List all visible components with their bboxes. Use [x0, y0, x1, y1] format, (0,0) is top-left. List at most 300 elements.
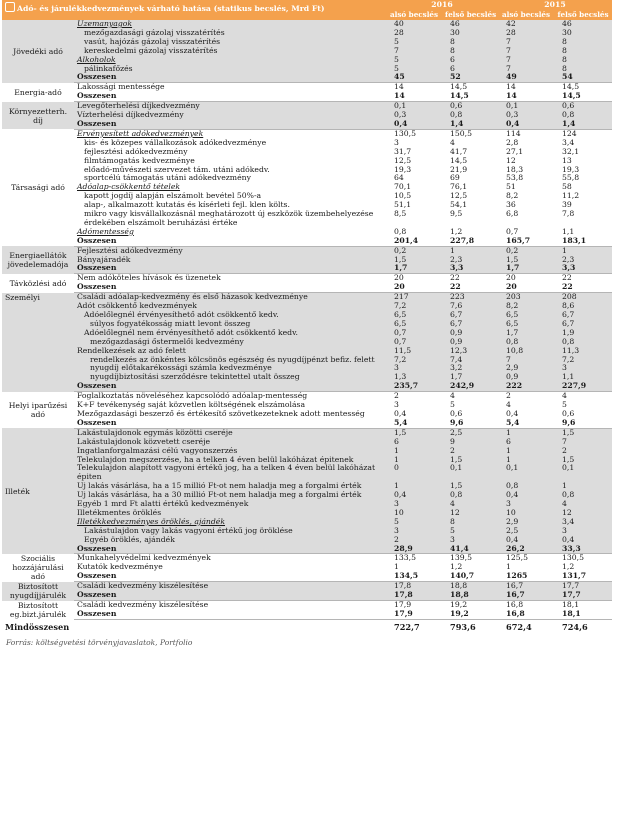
item-label: rendelkezés az önkéntes kölcsönös egészség és nyugdíjpénzt befiz. felett: [74, 356, 386, 365]
total-row: [2, 572, 612, 581]
value-cell: 7: [498, 65, 554, 74]
value-cell: 21,9: [450, 165, 468, 174]
value-cell: 139,5: [450, 553, 473, 563]
value-cell: 0,8: [498, 338, 554, 347]
item-label: mikro vagy kisvállalkozásnál meghatározott új eszközök üzembehelyezése érdekében elszámolt beruházási értéke: [84, 210, 374, 227]
item-label: Foglalkoztatás növeléséhez kapcsolódó adóalap-mentesség: [77, 391, 308, 401]
value-cell: 0,7: [506, 227, 519, 236]
item-label: Lakástulajdonok közvetett cseréje: [74, 438, 386, 447]
value-cell: 0,3: [386, 111, 442, 120]
value-cell: 0,8: [498, 482, 554, 491]
value-cell: 0,6: [442, 102, 498, 111]
item-label: K+F tevékenység saját közvetlen költségének elszámolása: [77, 401, 306, 410]
category-label: Energia-adó: [14, 87, 62, 97]
value-cell: 7: [498, 356, 554, 365]
value-cell: 1,9: [554, 329, 612, 338]
value-cell: 5: [450, 401, 455, 410]
value-cell: 5: [386, 65, 442, 74]
item-label: Munkahelyvédelmi kedvezmények: [77, 553, 211, 563]
item-label: Illetékmentes öröklés: [74, 509, 386, 518]
value-cell: 26,2: [498, 545, 554, 554]
category-label: Jövedéki adó: [2, 20, 74, 83]
value-cell: 1: [498, 447, 554, 456]
total-row: [2, 120, 612, 129]
item-label: Összesen: [74, 382, 386, 391]
item-label: Egyéb öröklés, ajándék: [74, 536, 386, 545]
value-cell: 16,8: [506, 600, 524, 609]
value-cell: 1,7: [442, 373, 498, 382]
table-row: [2, 102, 612, 111]
value-cell: 0,4: [498, 536, 554, 545]
table-row: [2, 139, 612, 148]
item-label: filmtámogatás kedvezménye: [84, 156, 195, 165]
table-icon: [5, 2, 15, 12]
table-row: [2, 192, 612, 201]
value-cell: 17,8: [386, 582, 442, 591]
value-cell: 9,5: [450, 210, 463, 219]
value-cell: 69: [450, 174, 460, 183]
item-label: Kutatók kedvezménye: [77, 563, 163, 572]
value-cell: 1,5: [554, 428, 612, 437]
item-label: vasút, hajózás gázolaj visszatérítés: [74, 38, 386, 47]
value-cell: 0,8: [554, 491, 612, 500]
value-cell: 4: [562, 391, 567, 401]
table-row: [2, 338, 612, 347]
value-cell: 8,2: [506, 192, 519, 201]
value-cell: 130,5: [562, 553, 585, 563]
table-row: [2, 274, 612, 283]
value-cell: 1,7: [386, 264, 442, 273]
item-label: Összesen: [74, 419, 386, 428]
grand-total-value: 724,6: [562, 621, 588, 632]
value-cell: 7: [386, 47, 442, 56]
item-label: Üzemanyagok: [74, 20, 386, 29]
value-cell: 9,6: [442, 419, 498, 428]
item-label: Összesen: [74, 572, 386, 581]
value-cell: 14: [386, 92, 442, 101]
table-row: [2, 509, 612, 518]
value-cell: 0: [386, 464, 442, 482]
table-row: [2, 464, 612, 482]
value-cell: 19,3: [394, 165, 412, 174]
table-row: [2, 563, 612, 572]
value-cell: 2,9: [498, 364, 554, 373]
item-label: Illetékkedvezményes öröklés, ajándék: [74, 518, 386, 527]
value-cell: 10: [386, 509, 442, 518]
total-row: [2, 610, 612, 619]
value-cell: 19,2: [450, 600, 468, 609]
value-cell: 7,4: [442, 356, 498, 365]
value-cell: 4: [450, 138, 455, 147]
value-cell: 0,7: [386, 338, 442, 347]
value-cell: 17,7: [554, 582, 612, 591]
table-row: [2, 210, 612, 228]
grand-total-value: 793,6: [450, 621, 476, 632]
value-cell: 3: [386, 500, 442, 509]
table-row: [2, 183, 612, 192]
value-cell: 22: [442, 283, 498, 292]
item-label: kis- és közepes vállalkozások adókedvezménye: [84, 138, 267, 147]
total-row: [2, 283, 612, 292]
value-cell: 140,7: [442, 572, 498, 581]
value-cell: 6,7: [442, 311, 498, 320]
item-label: Egyéb 1 mrd Ft alatti értékű kedvezmények: [74, 500, 386, 509]
value-cell: 0,2: [386, 246, 442, 255]
value-cell: 3: [554, 527, 612, 536]
item-label: Rendelkezések az adó felett: [74, 347, 386, 356]
value-cell: 6,7: [554, 320, 612, 329]
table-row: [2, 56, 612, 65]
table-row: [2, 201, 612, 210]
value-cell: 0,4: [506, 409, 519, 418]
value-cell: 7: [498, 47, 554, 56]
item-label: Összesen: [74, 591, 386, 600]
category-label: Szociális hozzájárulási adó: [12, 554, 64, 582]
value-cell: 14,5: [450, 82, 468, 92]
header-row-years: [2, 0, 612, 10]
table-row: [2, 518, 612, 527]
value-cell: 2: [394, 391, 399, 401]
value-cell: 1,5: [442, 456, 498, 465]
value-cell: 1,1: [554, 373, 612, 382]
value-cell: 1,2: [562, 563, 575, 572]
item-label: Érvényesített adókedvezmények: [77, 129, 204, 138]
table-row: [2, 228, 612, 237]
value-cell: 222: [498, 382, 554, 391]
value-cell: 0,1: [498, 464, 554, 482]
value-cell: 208: [554, 293, 612, 302]
item-label: alap-, alkalmazott kutatás és kísérleti fejl. klen költs.: [84, 201, 290, 210]
item-label: mezőgazdasági gázolaj visszatérítés: [74, 29, 386, 38]
value-cell: 45: [386, 73, 442, 82]
total-row: [2, 591, 612, 600]
item-label: Összesen: [74, 73, 386, 82]
value-cell: 41,7: [450, 147, 468, 156]
value-cell: 3: [394, 138, 399, 147]
table-row: [2, 111, 612, 120]
table-row: [2, 320, 612, 329]
value-cell: 0,8: [442, 491, 498, 500]
item-label: pálinkafőzés: [74, 65, 386, 74]
value-cell: 14,5: [562, 82, 580, 92]
value-cell: 28: [498, 29, 554, 38]
table-row: [2, 438, 612, 447]
item-label: fejlesztési adókedvezmény: [84, 147, 188, 156]
value-cell: 203: [498, 293, 554, 302]
value-cell: 150,5: [450, 129, 473, 138]
value-cell: 53,8: [506, 174, 524, 183]
value-cell: 0,6: [450, 409, 463, 418]
value-cell: 20: [394, 273, 404, 283]
value-cell: 1,3: [386, 373, 442, 382]
table-row: [2, 364, 612, 373]
value-cell: 0,3: [498, 111, 554, 120]
value-cell: 6,5: [498, 311, 554, 320]
value-cell: 13: [562, 156, 572, 165]
value-cell: 7,6: [442, 302, 498, 311]
value-cell: 17,9: [394, 600, 412, 609]
value-cell: 3,2: [442, 364, 498, 373]
value-cell: 2,3: [442, 256, 498, 265]
item-label: kereskedelmi gázolaj visszatérítés: [74, 47, 386, 56]
value-cell: 0,9: [498, 373, 554, 382]
value-cell: 0,4: [386, 491, 442, 500]
value-cell: 133,5: [394, 553, 417, 563]
value-cell: 42: [498, 20, 554, 29]
value-cell: 0,8: [554, 338, 612, 347]
total-row: [2, 73, 612, 82]
value-cell: 6: [386, 438, 442, 447]
total-row: [2, 419, 612, 428]
header-upper-2015: felső becslés: [554, 10, 612, 20]
value-cell: 227,8: [442, 237, 498, 246]
value-cell: 6,8: [506, 210, 519, 219]
value-cell: 1,5: [386, 256, 442, 265]
value-cell: 8,5: [394, 210, 407, 219]
value-cell: 14,5: [442, 92, 498, 101]
value-cell: 7: [498, 38, 554, 47]
value-cell: 52: [442, 73, 498, 82]
value-cell: 11,5: [386, 347, 442, 356]
table-row: [2, 447, 612, 456]
item-label: Összesen: [74, 264, 386, 273]
table-row: [2, 293, 612, 302]
value-cell: 10,5: [394, 192, 412, 201]
value-cell: 8: [442, 518, 498, 527]
item-label: Mezőgazdasági beszerző és értékesítő szövetkezeteknek adott mentesség: [77, 409, 365, 418]
value-cell: 1: [386, 447, 442, 456]
value-cell: 54,1: [450, 201, 468, 210]
value-cell: 5: [562, 401, 567, 410]
table-row: [2, 373, 612, 382]
item-label: Vízterhelési díjkedvezmény: [74, 111, 386, 120]
table-row: [2, 47, 612, 56]
value-cell: 18,1: [554, 610, 612, 619]
value-cell: 0,1: [554, 464, 612, 482]
value-cell: 14,5: [450, 156, 468, 165]
value-cell: 22: [450, 273, 460, 283]
value-cell: 46: [442, 20, 498, 29]
value-cell: 6,5: [386, 320, 442, 329]
value-cell: 6,7: [442, 320, 498, 329]
total-row: [2, 237, 612, 246]
total-row: [2, 92, 612, 101]
value-cell: 1: [554, 482, 612, 491]
grand-total-value: 672,4: [506, 621, 532, 632]
value-cell: 4: [506, 401, 511, 410]
value-cell: 40: [386, 20, 442, 29]
value-cell: 201,4: [386, 237, 442, 246]
value-cell: 3: [386, 527, 442, 536]
value-cell: 8: [442, 47, 498, 56]
item-label: Adóelőlegnél érvényesíthető adót csökkentő kedv.: [74, 311, 386, 320]
item-label: Lakossági mentessége: [77, 82, 165, 92]
table-row: [2, 65, 612, 74]
item-label: Új lakás vásárlása, ha a 30 millió Ft-ot nem haladja meg a forgalmi érték: [74, 491, 386, 500]
value-cell: 0,4: [498, 120, 554, 129]
value-cell: 8: [554, 47, 612, 56]
value-cell: 39: [562, 201, 572, 210]
total-row: [2, 545, 612, 554]
value-cell: 2,9: [498, 518, 554, 527]
table-row: [2, 174, 612, 183]
value-cell: 0,6: [562, 409, 575, 418]
value-cell: 17,9: [386, 610, 442, 619]
value-cell: 1: [386, 482, 442, 491]
item-label: Új lakás vásárlása, ha a 15 millió Ft-ot nem haladja meg a forgalmi érték: [74, 482, 386, 491]
value-cell: 41,4: [442, 545, 498, 554]
value-cell: 0,6: [554, 102, 612, 111]
value-cell: 0,1: [386, 102, 442, 111]
value-cell: 28,9: [386, 545, 442, 554]
value-cell: 1: [386, 456, 442, 465]
value-cell: 64: [394, 174, 404, 183]
value-cell: 58: [562, 183, 572, 192]
value-cell: 7,8: [562, 210, 575, 219]
value-cell: 1,1: [562, 227, 575, 236]
tax-allowance-table: [2, 0, 612, 635]
item-label: kapott jogdíj alapján elszámolt bevétel 50%-a: [84, 192, 262, 201]
value-cell: 0,2: [498, 246, 554, 255]
table-row: [2, 246, 612, 255]
table-row: [2, 491, 612, 500]
value-cell: 17,7: [554, 591, 612, 600]
value-cell: 32,1: [562, 147, 580, 156]
value-cell: 217: [386, 293, 442, 302]
table-row: [2, 356, 612, 365]
category-label: Biztosított eg.bizt.járulék: [9, 600, 67, 619]
table-row: [2, 20, 612, 29]
value-cell: 1,2: [450, 227, 463, 236]
value-cell: 5: [386, 56, 442, 65]
grand-total-label: Mindösszesen: [5, 621, 70, 632]
table-row: [2, 166, 612, 175]
value-cell: 1: [442, 246, 498, 255]
value-cell: 3: [554, 364, 612, 373]
table-row: [2, 536, 612, 545]
value-cell: 10,8: [498, 347, 554, 356]
value-cell: 36: [506, 201, 516, 210]
item-label: Összesen: [74, 237, 386, 246]
value-cell: 14,5: [554, 92, 612, 101]
value-cell: 1,4: [554, 120, 612, 129]
value-cell: 33,3: [554, 545, 612, 554]
value-cell: 19,2: [442, 610, 498, 619]
item-label: Alkoholok: [74, 56, 386, 65]
value-cell: 1: [554, 246, 612, 255]
value-cell: 5: [386, 518, 442, 527]
value-cell: 165,7: [498, 237, 554, 246]
value-cell: 70,1: [394, 183, 412, 192]
value-cell: 31,7: [394, 147, 412, 156]
value-cell: 124: [562, 129, 577, 138]
value-cell: 14: [498, 92, 554, 101]
value-cell: 3: [442, 536, 498, 545]
value-cell: 3: [394, 401, 399, 410]
source-note: Forrás: költségvetési törvényjavaslatok, Portfolio: [6, 637, 193, 647]
item-label: előadó-művészeti szervezet tám. utáni adókedv.: [84, 165, 270, 174]
value-cell: 6: [498, 438, 554, 447]
value-cell: 22: [562, 273, 572, 283]
value-cell: 2,8: [506, 138, 519, 147]
value-cell: 16,7: [498, 582, 554, 591]
value-cell: 54: [554, 73, 612, 82]
value-cell: 51: [506, 183, 516, 192]
value-cell: 3: [386, 364, 442, 373]
value-cell: 9,6: [554, 419, 612, 428]
item-label: Összesen: [74, 120, 386, 129]
value-cell: 130,5: [394, 129, 417, 138]
value-cell: 17,8: [386, 591, 442, 600]
value-cell: 3: [498, 500, 554, 509]
value-cell: 235,7: [386, 382, 442, 391]
value-cell: 0,4: [498, 491, 554, 500]
table-row: [2, 83, 612, 92]
value-cell: 2,3: [554, 256, 612, 265]
value-cell: 8: [554, 38, 612, 47]
value-cell: 11,2: [562, 192, 580, 201]
value-cell: 55,8: [562, 174, 580, 183]
value-cell: 3,3: [442, 264, 498, 273]
value-cell: 12,3: [442, 347, 498, 356]
table-row: [2, 29, 612, 38]
item-label: súlyos fogyatékosság miatt levont összeg: [74, 320, 386, 329]
total-row: [2, 264, 612, 273]
value-cell: 0,8: [394, 227, 407, 236]
table-row: [2, 311, 612, 320]
value-cell: 30: [554, 29, 612, 38]
value-cell: 7,2: [386, 302, 442, 311]
total-row: [2, 382, 612, 391]
item-label: Összesen: [74, 283, 386, 292]
value-cell: 8,6: [554, 302, 612, 311]
value-cell: 7: [554, 438, 612, 447]
table-row: [2, 410, 612, 419]
value-cell: 5,4: [386, 419, 442, 428]
value-cell: 5,4: [498, 419, 554, 428]
value-cell: 1,5: [498, 256, 554, 265]
item-label: Adót csökkentő kedvezmények: [74, 302, 386, 311]
value-cell: 4: [554, 500, 612, 509]
table-row: [2, 38, 612, 47]
value-cell: 12: [442, 509, 498, 518]
value-cell: 16,7: [498, 591, 554, 600]
grand-total-row: [2, 619, 612, 634]
value-cell: 125,5: [506, 553, 529, 563]
value-cell: 11,3: [554, 347, 612, 356]
item-label: sportcélú támogatás utáni adókedvezmény: [84, 174, 251, 183]
table-row: [2, 157, 612, 166]
item-label: Lakástulajdon vagy lakás vagyoni értékű jog öröklése: [74, 527, 386, 536]
value-cell: 223: [442, 293, 498, 302]
category-label: Személyi: [2, 293, 74, 392]
header-upper-2016: felső becslés: [442, 10, 498, 20]
item-label: Fejlesztési adókedvezmény: [74, 246, 386, 255]
value-cell: 49: [498, 73, 554, 82]
table-title: Adó- és járulékkedvezmények várható hatása (statikus becslés, Mrd Ft): [17, 4, 325, 13]
value-cell: 0,9: [442, 338, 498, 347]
value-cell: 12: [506, 156, 516, 165]
category-label: Illeték: [2, 428, 74, 554]
table-row: [2, 256, 612, 265]
value-cell: 18,1: [562, 600, 580, 609]
value-cell: 27,1: [506, 147, 524, 156]
category-label: Energiaellátók jövedelemadója: [2, 246, 74, 274]
table-row: [2, 554, 612, 563]
value-cell: 18,8: [442, 591, 498, 600]
item-label: Családi kedvezmény kiszélesítése: [74, 582, 386, 591]
table-row: [2, 329, 612, 338]
